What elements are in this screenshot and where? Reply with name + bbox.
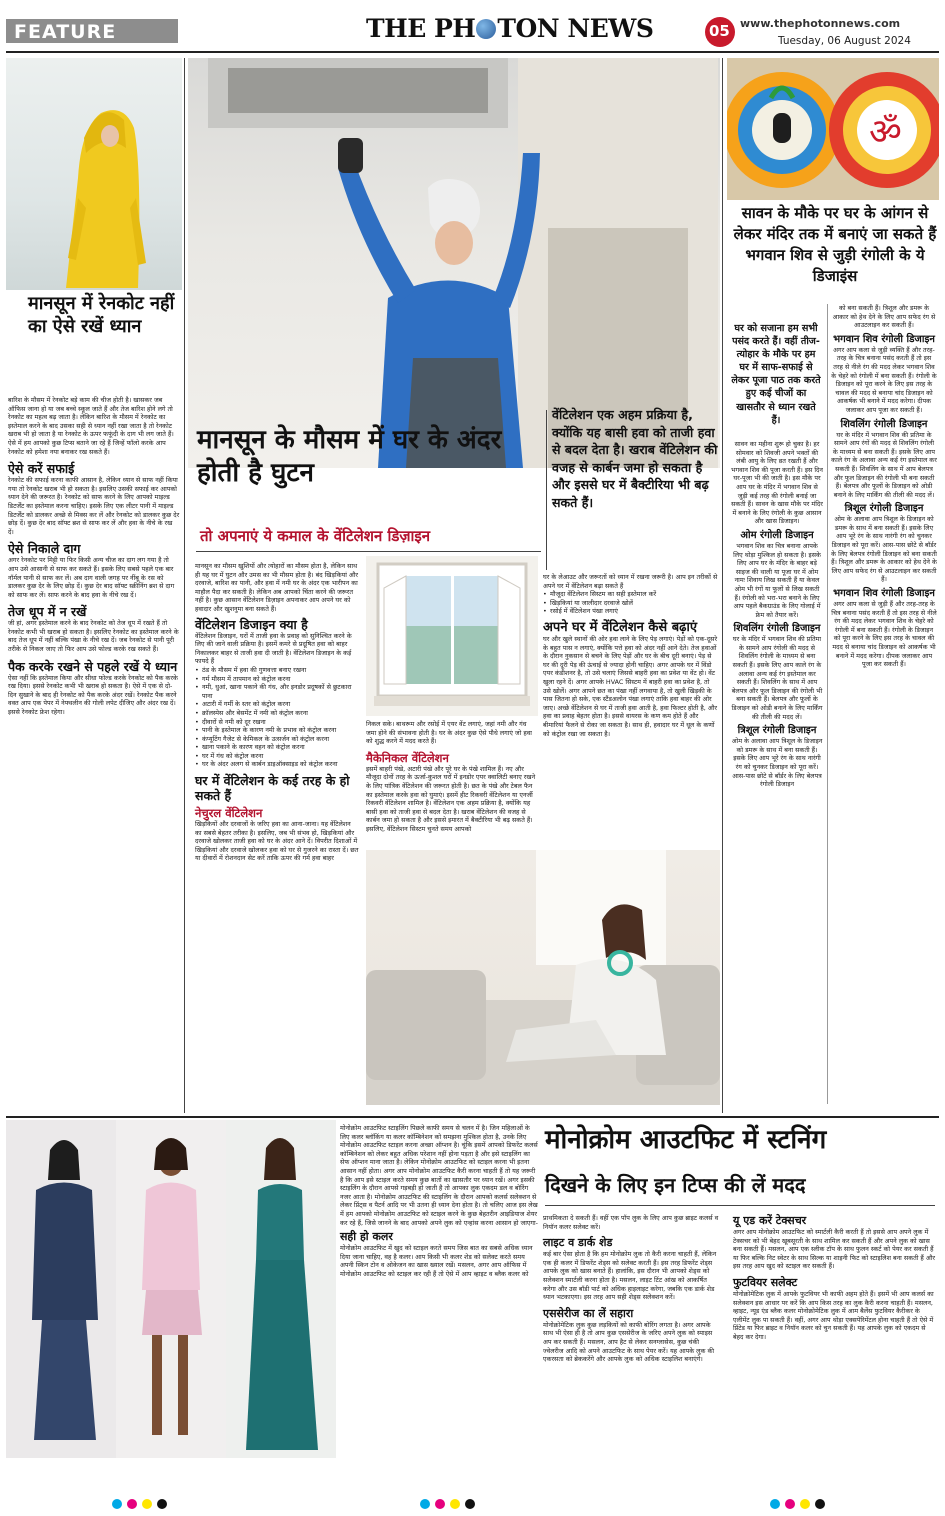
rangoli-photo	[727, 58, 939, 200]
monochrome-col1	[340, 1124, 540, 1279]
monochrome-text-pop: प्राथमिकता दे सकती हैं। वहीं एक पॉप लुक के लिए आप कुछ ब्राइट कलर्स व नियॉन कलर सलेक्ट करें।	[543, 1214, 719, 1231]
ventilation-benefit-item: • नमी, धुआं, खाना पकाने की गंध, और इनडोर प्रदूषकों से छुटकारा पाना	[195, 683, 359, 700]
ventilation-subhead: तो अपनाएं ये कमाल के वेंटिलेशन डिज़ाइन	[200, 527, 431, 545]
ventilation-col2	[366, 720, 538, 834]
window-photo	[366, 556, 538, 716]
left-subhead-4: पैक करके रखने से पहले रखें ये ध्यान	[8, 658, 178, 674]
rangoli-text-trishul-2: ओम के अलावा आप त्रिशूल के डिजाइन को डमरू के साथ में बना सकती हैं। इसके लिए आप भूरे रंग के साथ नारंगी रंग को चुनकर डिजाइन को पूरा करें। आस-पास छोटे से बॉर्डर के लिए बेलपत्र रंगोली डिजाइन को बना सकती हैं। त्रिशूल और डमरू के आकार को हेथ देने के लिए आप सफेद रंग से आउटलाइन कर सकती हैं।	[831, 515, 937, 584]
monochrome-subhead-accessories: एससेरीज का लें सहारा	[543, 1306, 634, 1320]
rangoli-col1	[731, 440, 823, 789]
monochrome-photo	[6, 1120, 336, 1458]
rangoli-subhead-shiva-2: भगवान शिव रंगोली डिजाइन	[833, 588, 935, 600]
monochrome-col2	[543, 1214, 721, 1364]
ventilation-intro: मानसून का मौसम खुशियों और त्योहारों का मौसम होता है, लेकिन साथ ही यह घर में घुटन और उमस का भी मौसम होता है। बंद खिड़कियां और दरवाजे, बारिश का पानी, और हवा में नमी घर के अंदर एक भारीपन का माहौल पैदा कर सकती है। लेकिन अब आपको चिंता करने की जरूरत नहीं है। कुछ आसान वेंटिलेशन डिज़ाइन अपनाकर आप अपने घर को हवादार और खुशनुमा बना सकते हैं।	[195, 562, 359, 613]
rangoli-text-outline: को बना सकती हैं। त्रिशूल और डमरू के आकार को हेथ देने के लिए आप सफेद रंग से आउटलाइन कर सकती हैं।	[832, 304, 936, 330]
page-number: 05	[709, 22, 730, 40]
ventilation-col1	[195, 562, 359, 863]
open-window-image	[366, 556, 538, 716]
ventilation-benefit-item: • दीवारों से नमी को दूर रखना	[195, 718, 359, 727]
rangoli-column-divider	[827, 304, 828, 1104]
ventilation-text-layout: घर के लेआउट और जरूरतों को ध्यान में रखना जरूरी है। आप इन तरीकों से अपने घर में वेंटिलेशन बढ़ा सकते हैं	[543, 573, 718, 590]
rangoli-text-trishul: ओम के अलावा आप त्रिशूल के डिजाइन को डमरू के साथ में बना सकती हैं। इसके लिए आप भूरे रंग के साथ नारंगी रंग को चुनकर डिजाइन को पूरा करें। आस-पास छोटे से बॉर्डर के लिए बेलपत्र रंगोली डिजाइन	[731, 737, 823, 789]
pull-quote-divider	[546, 410, 547, 570]
issue-date: Tuesday, 06 August 2024	[778, 35, 911, 47]
ventilation-subhead-what: वेंटिलेशन डिजाइन क्या है	[195, 616, 308, 632]
monochrome-intro: मोनोक्रोम आउटफिट स्टाइलिंग पिछले काफी समय से चलन में है। जिन महिलाओं के लिए कलर ब्लॉकिंग या कलर कॉम्बिनेशन को समझना मुश्किल होता है, उनके लिए मोनोक्रोम आउटफिट स्टाइल करना अच्छा ऑप्शन है। चूंकि इसमें आपको डिफरेंट कलर्स कॉम्बिनेशन को लेकर बहुत अधिक परेशान नहीं होना पड़ता है और इसे स्टाइलिंग का सेफ ऑप्शन माना जाता है। लेकिन मोनोक्रोम आउटफिट को स्टाइल करना भी इतना आसान नहीं होता। अगर आप मोनोक्रोम आउटफिट कैरी करना चाहती हैं तो यह जरूरी है कि आप इसे स्टाइल करते समय कुछ बातों का खासतौर पर ध्यान रखें। अगर इसकी स्टाइलिंग के दौरान आपसे गड़बड़ी हो जाती है तो आपका लुक एकदम डल व बोरिंग नजर आता है। मोनोक्रोम आउटफिट की स्टाइलिंग के दौरान आपको कलर्स सलेक्शन से लेकर प्रिंट्स व पैटर्न आदि पर भी उतना ही ध्यान देना होता है। तो चलिए आज इस लेख में हम आपको मोनोक्रोम आउटफिट को स्टाइल करने के कुछ बेहतरीन आइडियाज शेयर कर रहे हैं, जिसे जानने के बाद आपको अपने लुक को एन्हांस करना आसान हो जाएगा-	[340, 1124, 538, 1227]
ventilation-text-increase: घर और खुले स्थानों की ओर हवा लाने के लिए पेड़ लगाएं। पेड़ों को एक-दूसरे के बहुत पास न लगाएं, क्योंकि पत्ते हवा को अंदर नहीं आने देते। तेज हवाओं के दौरान नुकसान से बचने के लिए पेड़ों और घर के बीच दूरी बनाएं। पेड़ से घर की दूरी पेड़ की ऊंचाई से ज्यादा होनी चाहिए। अगर आपके घर में विंडो एयर कंडीशनर है, तो उसे चलाएं जिससे बाहरी हवा का प्रवेश या वेंट हो। वेंट खुला रहने दें। अगर आपके HVAC सिस्टम में बाहरी हवा का प्रवेश है, तो उसे खोलें। अगर आपने छत का पंखा नहीं लगवाया है, तो खुली खिड़की के पास जितना हो सके, एक स्टैंडअलोन पंखा लगाएं ताकि हवा बाहर की ओर जाए। अच्छे वेंटिलेशन से घर में ताजी हवा आती है, हवा फिल्टर होती है, और हवा का प्रवाह बेहतर होता है। इससे वायरस के कण कम होते हैं और बीमारियां फैलने से रोका जा सकता है। साथ ही, हवादार घर में धूल के कणों को कंट्रोल रखा जा सकता है।	[543, 634, 718, 738]
section-label: FEATURE	[14, 21, 117, 43]
monochrome-subhead-color: सही हो कलर	[340, 1230, 393, 1244]
color-registration-marks-center	[420, 1494, 480, 1513]
shiva-rangoli-image	[727, 58, 939, 200]
woman-yellow-raincoat-image	[6, 58, 182, 290]
ventilation-text-mechanical: इसमें बाहरी पंखे, अटारी पंखे और पूरे घर के पंखे शामिल हैं। नए और मौजूदा दोनों तरह के ऊर्जा-कुशल घरों में इनडोर एयर क्वालिटी बनाए रखने के लिए यांत्रिक वेंटिलेशन की जरूरत होती है। छत के पंखे और टेबल फैन का इस्तेमाल करके हवा को घुमाएं। इसमें हीट रिकवरी वेंटिलेशन या एनर्जी रिकवरी वेंटिलेशन शामिल है। वेंटिलेशन एक अहम प्रक्रिया है, क्योंकि यह बासी हवा को ताजी हवा से बदल देता है। खराब वेंटिलेशन की वजह से कार्बन जमा हो सकता है और इससे इमारत में बैक्टीरिया भी बढ़ सकते हैं। इसलिए, वेंटिलेशन सिस्टम चुनते समय आपको	[366, 764, 536, 833]
rangoli-subhead-trishul: त्रिशूल रंगोली डिजाइन	[737, 725, 817, 737]
monochrome-subhead-texture: यू एड करें टेक्सचर	[733, 1214, 807, 1227]
left-text-4: ऐसा नहीं कि इस्तेमाल किया और सीधा फोल्ड करके रेनकोट को पैक करके रख दिया। इससे रेनकोट कभी भी खराब हो सकता है। ऐसे में एक से दो-दिन सुखाने के बाद ही रेनकोट को पैक करके अंदर रखें। रेनकोट पैक करने वक्त आप एक पेपर में नेफ्थलीन की गोली लपेट दीजिए और अंदर रख दें। इससे रेनकोट फ्रेश रहेगा।	[8, 673, 178, 717]
ventilation-benefit-item: • खाना पकाने के कारण वहन को कंट्रोल करना	[195, 743, 359, 752]
woman-on-sofa-image	[366, 850, 720, 1105]
ventilation-col3	[543, 573, 719, 738]
three-models-image	[6, 1120, 336, 1458]
globe-icon	[476, 19, 496, 39]
ventilation-tip-item: • रसोई में वेंटिलेशन पंखा लगाएं	[543, 607, 719, 616]
left-intro: बारिश के मौसम में रेनकोट बड़े काम की चीज होती है। खासकर जब ऑफिस जाना हो या जब बच्चे स्कूल जाते हैं और तेज बारिश होने लगे तो रेनकोट का महत्व बढ़ जाता है। लेकिन बारिश के मौसम में रेनकोट का इस्तेमाल करने के बाद उसका सही से ध्यान नहीं रखा जाता है तो रेनकोट खराब भी हो जाता है या रेनकोट के ऊपर फफूंदी के दाग भी लग जाते हैं। ऐसे में हम आपको कुछ टिप्स बताने जा रहे हैं जिन्हें फॉलो करके आप रेनकोट को हमेशा नया बनाकर रख सकते हैं।	[8, 396, 174, 456]
rangoli-col2	[831, 304, 937, 669]
ventilation-benefit-item: • गर्म मौसम में तापमान को कंट्रोल करना	[195, 675, 359, 684]
ventilation-subhead-natural: नेचुरल वेंटिलेशन	[195, 806, 263, 821]
color-registration-marks-left	[112, 1494, 172, 1513]
left-subhead-2: ऐसे निकाले दाग	[8, 541, 81, 557]
rangoli-subhead-shivling-2: शिवलिंग रंगोली डिजाइन	[840, 418, 928, 430]
rangoli-subhead-om: ओम रंगोली डिजाइन	[740, 529, 814, 541]
raincoat-photo	[6, 58, 182, 290]
left-text-2: अगर रेनकोट पर मिट्टी या फिर किसी अन्य चीज का दाग लग गया है तो आप उसे आसानी से साफ कर सकते हैं। इसके लिए सबसे पहले एक बार नॉर्मल पानी से साफ कर लें। अब दाग वाली जगह पर नींबू के रस को डालकर कुछ देर के लिए छोड़ दें। कुछ देर बाद सॉफ्ट स्क्रीनिंग ब्रश से दाग को साफ कर लें। साफ करने के बाद हवा के नीचे रख दें।	[8, 556, 175, 599]
rangoli-text-shivling: घर के मंदिर में भगवान शिव की प्रतिमा के सामने आप रंगोली की मदद से शिवलिंग रंगोली के माध्यम से बना सकती हैं। इसके लिए आप काले रंग के अलावा अन्य कई रंग इस्तेमाल कर सकती हैं। शिवलिंग के साथ में आप बेलपत्र और फूल डिजाइन की रंगोली भी बना सकती हैं। बेलपत्र और फूलों के डिजाइन को ओडी बनाने के लिए मार्किंग की तीली की मदद लें।	[731, 635, 823, 721]
monochrome-text-shade: कई बार ऐसा होता है कि हम मोनोक्रोम लुक तो कैरी करना चाहती हैं, लेकिन एक ही कलर में डिफरेंट शेड्स को सलेक्ट करती हैं। इस तरह डिफरेंट शेड्स आपके लुक को खास बनाते हैं। हालांकि, इस दौरान भी आपको शेड्स को सलेक्शन स्मार्टली करना होता है। मसलन, लाइट टिंट आंख को आकर्षित करेगा और उस बॉडी पार्ट को अधिक हाइलाइट करेगा, जबकि एक डार्क शेड ध्यान भटकाएगा। इस तरह आप सही शेड्स सलेक्शन करें।	[543, 1250, 717, 1302]
ventilation-benefit-item: • घर में गंध को कंट्रोल करना	[195, 752, 359, 761]
rangoli-text-om: भगवान शिव का चित्र बनाना आपके लिए थोड़ा मुश्किल हो सकता है। इसके लिए आप घर के मंदिर के बाहर बड़े साइज की थाली या पूजा घर में ओम नामः शिवाय लिख सकती हैं या केवल ओम भी रंगों या फूलों से लिख सकती हैं। रंगोली को भरा-भरा बनाने के लिए आप पहले बैकग्राउंड के लिए गोलाई में फ्रेम को तैयार करें।	[733, 541, 821, 619]
headline-underline	[196, 551, 541, 552]
left-article-body	[8, 396, 180, 717]
monochrome-text-texture: अगर आप मोनोक्रोम आउटफिट को स्मार्टली कैरी करती हैं तो इससे आप अपने लुक में टेक्सचर को भी बेहद खूबसूरती के साथ शामिल कर सकती हैं और अपने लुक को खास बना सकती हैं। मसलन, आप एक स्लीक टॉप के साथ फुलन स्कर्ट को पेयर कर सकती हैं या फिर बल्कि निट स्वेटर के साथ सिल्क या शाइनी फिट को स्टाइलिश बना सकती हैं और इस तरह आप खुद को स्टाइल कर सकती हैं।	[733, 1228, 936, 1271]
left-text-3: जी हां, अगर इस्तेमाल करने के बाद रेनकोट को तेज धूप में रखते हैं तो रेनकोट कभी भी खराब हो सकता है। इसलिए रेनकोट का इस्तेमाल करने के बाद तेज धूप में नहीं बल्कि पंखा के नीचे रख दें। जब रेनकोट से पानी पूरी तरीके से निकल जाए तो फिर आप उसे फोल्ड करके रख सकते हैं।	[8, 619, 179, 654]
ventilation-benefit-item: • कंप्यूटिंग गैजेट से केमिकल के उत्सर्जन को कंट्रोल करना	[195, 735, 359, 744]
left-subhead-3: तेज धूप में न रखें	[8, 604, 87, 620]
color-registration-marks-right	[770, 1494, 830, 1513]
left-article-title: मानसून में रेनकोट नहीं का ऐसे रखें ध्यान	[28, 293, 175, 337]
main-column-divider	[722, 58, 723, 1113]
ventilation-benefit-item: • अटारी में गर्मी के स्तर को कंट्रोल करना	[195, 700, 359, 709]
rangoli-text-intro: सावन का महीना शुरू हो चुका है। हर सोमवार को शिवजी अपने भक्तों की लंबी आयु के लिए व्रत रखती हैं और भगवान शिव की पूजा करती हैं। इस दिन घर-पूजा भी की जाती है। इस मौके पर आप घर के मंदिर में भगवान शिव से जुड़ी कई तरह की रंगोली बनाई जा सकती हैं। सावन के खास मौके पर मंदिर में बनाने के लिए रंगोली के कुछ आसान और खास डिजाइन।	[731, 440, 823, 526]
ventilation-benefit-item: • ठंड के मौसम में हवा की गुणवत्ता बनाए रखना	[195, 666, 359, 675]
monochrome-text-footwear: मोनोक्रोमेटिक लुक में आपके फुटवियर भी काफी अहम होते हैं। इसमें भी आप कलर्स का सलेक्शन इस आधार पर करें कि आप किस तरह का लुक कैरी करना चाहती हैं। मसलन, व्हाइट, न्यूड एंड ब्लैक कलर मोनोक्रोमेटिक लुक में आम बैलेंस फुटवियर कैरीकर के एलीमेंट लुक पा सकती हैं। वहीं, अगर आप थोड़ा एक्सपेरिमेंटल होना चाहती हैं तो ऐसे में प्रिंटेड या फिर ब्राइट व नियॉन कलर को चुन सकती हैं। यह आपके लुक को एकदम से बेहद कर देगा।	[733, 1289, 934, 1341]
monochrome-text-accessories: मोनोक्रोमेटिक लुक कुछ लड़कियों को काफी बोरिंग लगता है। अगर आपके साथ भी ऐसा ही है तो आप कुछ एससेरीज के जरिए अपने लुक को स्पाइस अप कर सकती हैं। मसलन, आप हैट से लेकर सनग्लासेस, कुछ चंकी ज्वेलरीज आदि को अपने आउटफिट के साथ पेयर करें। यह आपके लुक की एकरसता को ब्रेककरेंगे और आपके लुक को अधिक स्टाइलिश बनाएंगे।	[543, 1320, 715, 1364]
ventilation-subhead-increase: अपने घर में वेंटिलेशन कैसे बढ़ाएं	[543, 619, 698, 635]
monochrome-headline-1: मोनोक्रोम आउटफिट में स्टनिंग	[545, 1125, 827, 1155]
left-text-1: रेनकोट की सफाई करना काफी आसान है, लेकिन ध्यान से साफ नहीं किया गया तो रेनकोट खराब भी हो सकता है। इसलिए उसकी सफाई कर आपको ध्यान देने की जरूरत है। रेनकोट को साफ करने के लिए आपको माइल्ड डिटर्जेंट का इस्तेमाल करना चाहिए। इसके लिए एक लीटर पानी में माइल्ड डिटर्जेंट को डालकर अच्छे से मिक्स कर लें और रेनकोट को डालकर कुछ देर छोड़ दें। कुछ देर बाद सॉफ्ट ब्रश से साफ कर लें और हवा के नीचे के रख दें।	[8, 476, 180, 536]
ventilation-pull-quote: वेंटिलेशन एक अहम प्रक्रिया है, क्योंकि यह बासी हवा को ताजी हवा से बदल देता है। खराब वेंटिलेशन की वजह से कार्बन जमा हो सकता है और इससे घर में बैक्टीरिया भी बढ़ सकते हैं।	[552, 407, 718, 510]
rangoli-text-shiva-2: अगर आप कला से जुड़ी हैं और तरह-तरह के चित्र बनाना पसंद करती हैं तो इस तरह से नीले रंग की मदद लेकर भगवान शिव के चेहरे को रंगोली में बना सकती हैं। रंगोली के डिजाइन को पूरा करने के लिए इस तरह के चावल की मदद से बनाया चांद डिजाइन को आकर्षक भी बनाने में मदद करेगा। दीपक जलाकर आप पूजा कर सकती हैं।	[831, 600, 937, 669]
ventilation-benefit-item: • क्रॉलस्पेस और बेसमेंट में नमी को कंट्रोल करना	[195, 709, 359, 718]
left-column-divider	[184, 58, 185, 1113]
bottom-section-rule	[6, 1116, 939, 1118]
rangoli-text-shivling-2: घर के मंदिर में भगवान शिव की प्रतिमा के सामने आप रंगों की मदद से शिवलिंग रंगोली के माध्यम से बना सकती हैं। इसके लिए आप काले रंग के अलावा अन्य कई रंग इस्तेमाल कर सकती हैं। शिवलिंग के साथ में आप बेलपत्र और फूल डिजाइन की रंगोली भी बना सकती हैं। बेलपत्र और फूलों के डिजाइन को ओडी बनाने के लिए मार्किंग की तीली की मदद लें।	[831, 430, 937, 499]
ventilation-tips-list	[543, 590, 719, 616]
page-number-badge	[705, 17, 735, 47]
masthead	[366, 14, 654, 48]
rangoli-pull-quote: घर को सजाना हम सभी पसंद करते हैं। वहीं तीज-त्योहार के मौके पर हम घर में साफ-सफाई से लेकर पूजा पाठ तक करते हुए कई चीजों का खासतौर से ध्यान रखते हैं।	[731, 323, 821, 426]
monochrome-headline-underline	[545, 1205, 935, 1206]
ventilation-tip-item: • मौजूदा वेंटिलेशन सिस्टम का सही इस्तेमाल करें	[543, 590, 719, 599]
ventilation-benefit-item: • पानी के इस्तेमाल के कारण नमी के प्रभाव को कंट्रोल करना	[195, 726, 359, 735]
ventilation-tip-item: • खिड़कियां या जालीदार दरवाजे खोलें	[543, 599, 719, 608]
relaxing-woman-photo	[366, 850, 720, 1105]
website-url: www.thephotonnews.com	[740, 17, 901, 30]
section-label-box	[6, 19, 178, 43]
svg-text:ॐ: ॐ	[869, 112, 902, 153]
ventilation-text-what: वेंटिलेशन डिजाइन, घरों में ताजी हवा के प्रवाह को सुनिश्चित करने के लिए की जाने वाली प्रक्रिया है। इसमें कमरे से प्रदूषित हवा को बाहर निकालकर बाहर से ताजी हवा दी जाती है। वेंटिलेशन डिजाइन के कई फायदे हैं	[195, 631, 352, 666]
masthead-left: THE PH	[366, 14, 476, 43]
ventilation-benefits-list	[195, 666, 359, 769]
ventilation-text-natural: खिड़कियों और दरवाजों के जरिए हवा का आना-जाना। यह वेंटिलेशन का सबसे बेहतर तरीका है। इसलिए, जब भी संभव हो, खिड़कियां और दरवाजे खोलकर ताजी हवा को घर के अंदर आने दें। विपरीत दिशाओं में खिड़कियां और दरवाजे खोलकर हवा को घर से गुजरने का रास्ता दें। छत या दीवारों में रोशनदान सेट करें ताकि ऊपर की गर्म हवा बाहर	[195, 820, 359, 863]
left-subhead-1: ऐसे करें सफाई	[8, 461, 75, 477]
masthead-right: TON NEWS	[497, 14, 654, 43]
monochrome-subhead-footwear: फुटवियर सलेक्ट	[733, 1275, 798, 1289]
monochrome-headline-2: दिखने के लिए इन टिप्स की लें मदद	[545, 1173, 806, 1197]
monochrome-text-color: मोनोक्रोम आउटफिट में खुद को स्टाइल करते समय जिस बात का सबसे अधिक ध्यान दिया जाना चाहिए, वह है कलर। आप किसी भी कलर शेड को सलेक्ट करते समय अपनी स्किन टोन व ओकेजन का खास ख्याल रखें। मसलन, अगर आप ऑफिस में मोनोक्रोम आउटफिट को स्टाइल कर रही हैं तो ऐसे में आप व्हाइट व ब्लैक कलर को	[340, 1244, 533, 1278]
ventilation-subhead-mechanical: मैकेनिकल वेंटिलेशन	[366, 750, 449, 765]
monochrome-subhead-shade: लाइट व डार्क शेड	[543, 1236, 613, 1250]
rangoli-subhead-shivling: शिवलिंग रंगोली डिजाइन	[733, 623, 821, 635]
rangoli-headline: सावन के मौके पर घर के आंगन से लेकर मंदिर तक में बनाएं जा सकते हैं भगवान शिव से जुड़ी रंगोली के ये डिजाइंस	[733, 204, 937, 285]
ventilation-subhead-types: घर में वेंटिलेशन के कई तरह के हो सकते हैं	[195, 773, 350, 804]
ventilation-headline: मानसून के मौसम में घर के अंदर होती है घुटन	[197, 425, 502, 488]
rangoli-text-shiva: अगर आप कला से जुड़ी व्यक्ति हैं और तरह-तरह के चित्र बनाना पसंद करती हैं तो इस तरह से नीले रंग की मदद लेकर भगवान शिव के चेहरे को रंगोली में बना सकती हैं। रंगोली के डिजाइन को पूरा करने के लिए इस तरह के चावल की मदद से बनाया चांद डिजाइन को आकर्षक भी बनाने में मदद करेगा। दीपक जलाकर आप पूजा कर सकती हैं।	[831, 345, 937, 414]
monochrome-col3	[733, 1214, 937, 1342]
header-rule	[6, 51, 939, 53]
rangoli-subhead-shiva: भगवान शिव रंगोली डिजाइन	[833, 333, 935, 345]
ventilation-text-vents: निकल सके। बाथरूम और रसोई में एयर वेंट लगाएं, जहां नमी और गंध जमा होने की संभावना होती है। घर के अंदर कुछ ऐसे पौधे लगाएं जो हवा को शुद्ध करने में मदद करते हैं।	[366, 720, 532, 746]
ventilation-benefit-item: • घर के अंदर अलग से कार्बन डाइऑक्साइड को कंट्रोल करना	[195, 760, 359, 769]
rangoli-subhead-trishul-2: त्रिशूल रंगोली डिजाइन	[844, 503, 924, 515]
